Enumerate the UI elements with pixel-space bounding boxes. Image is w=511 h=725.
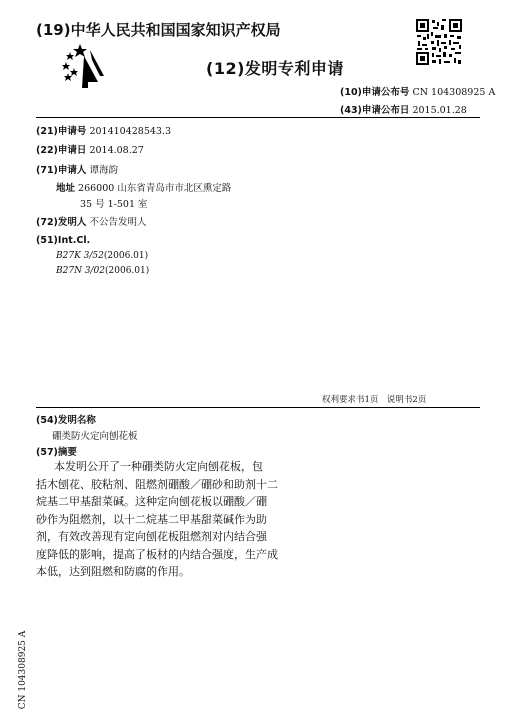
applicant-value: 谭海韵: [89, 165, 118, 176]
abstract-line: 本低，达到阻燃和防腐的作用。: [36, 565, 190, 578]
applicant: [36, 162, 118, 176]
publication-date: [340, 102, 467, 116]
int-cl: [36, 235, 90, 246]
application-number: [36, 123, 171, 137]
address: [56, 180, 231, 194]
publication-number-value: CN 104308925 A: [412, 87, 496, 98]
abstract-line: 烷基二甲基甜菜碱。这种定向刨花板以硼酸／硼: [36, 495, 267, 508]
filing-date: [36, 142, 144, 156]
ipc-class-1-version: (2006.01): [103, 251, 149, 261]
office-name: (19)中华人民共和国国家知识产权局: [36, 21, 281, 39]
vertical-publication-number: CN 104308925 A: [18, 630, 28, 710]
address-line-2-row: [80, 196, 148, 210]
document-kind: (12)发明专利申请: [206, 59, 344, 78]
abstract-label: [36, 444, 77, 458]
application-number-label: (21)申请号: [36, 126, 87, 137]
publication-date-value: 2015.01.28: [412, 105, 467, 116]
abstract-line: 砂作为阻燃剂，以十二烷基二甲基甜菜碱作为助: [36, 512, 267, 526]
address-label: 地址: [56, 183, 76, 194]
application-number-value: 201410428543.3: [89, 126, 172, 137]
address-line-2: 35 号 1-501 室: [80, 199, 148, 210]
publication-date-label: (43)申请公布日: [340, 105, 410, 116]
abstract-line: 度降低的影响，提高了板材的内结合强度，生产成: [36, 547, 278, 561]
inventor-label: (72)发明人: [36, 217, 87, 228]
emblem-icon: [58, 42, 106, 90]
ipc-class-1: [56, 251, 148, 261]
inventor: [36, 214, 146, 228]
abstract-line: 本发明公开了一种硼类防火定向刨花板，包: [54, 460, 263, 473]
filing-date-label: (22)申请日: [36, 145, 87, 156]
ipc-class-2-code: B27N 3/02: [56, 266, 106, 276]
abstract-divider: [36, 407, 480, 408]
invention-title: 硼类防火定向刨花板: [52, 431, 138, 442]
ipc-class-2: [56, 266, 149, 276]
filing-date-value: 2014.08.27: [89, 145, 144, 156]
inventor-value: 不公告发明人: [89, 217, 147, 228]
abstract-line: 括木刨花、胶粘剂、阻燃剂硼酸／硼砂和助剂十二: [36, 477, 278, 491]
applicant-label: (71)申请人: [36, 165, 87, 176]
abstract-body: [36, 458, 278, 581]
header-divider: [36, 117, 480, 118]
abstract-label-text: (57)摘要: [36, 447, 77, 458]
abstract-line: 剂，有效改善现有定向刨花板阻燃剂对内结合强: [36, 530, 267, 543]
ipc-class-1-code: B27K 3/52: [56, 251, 104, 261]
publication-number-label: (10)申请公布号: [340, 87, 410, 98]
publication-number: [340, 84, 495, 98]
page-count-note: 权利要求书1页 说明书2页: [322, 395, 427, 405]
invention-title-label-text: (54)发明名称: [36, 415, 96, 426]
address-line-1: 266000 山东省青岛市市北区熏定路: [78, 183, 232, 194]
int-cl-label: (51)Int.Cl.: [36, 235, 91, 246]
ipc-class-2-version: (2006.01): [105, 266, 150, 276]
invention-title-label: [36, 412, 96, 426]
qr-code-icon: [415, 18, 463, 66]
